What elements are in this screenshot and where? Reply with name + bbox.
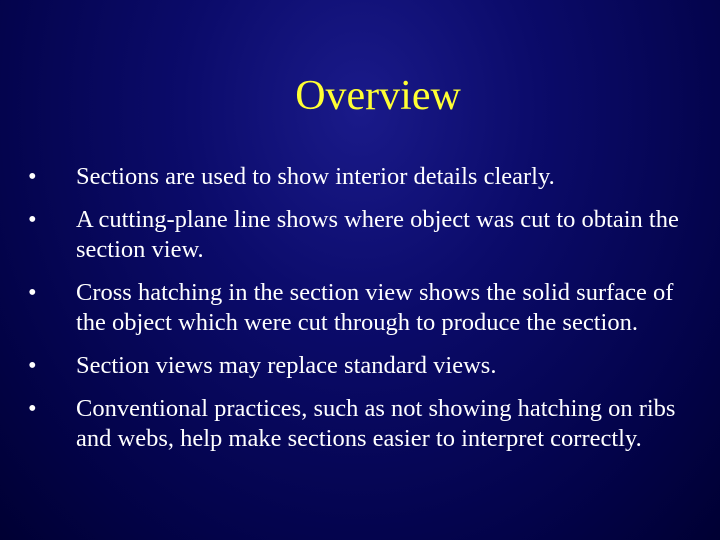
bullet-text: Cross hatching in the section view shows the solid surface of the object which were cut through to produce the section. [76, 279, 674, 336]
bullet-icon: • [28, 206, 37, 233]
bullet-item [26, 394, 706, 454]
bullet-text: Sections are used to show interior details clearly. [76, 163, 555, 190]
bullet-icon: • [28, 163, 37, 190]
bullet-icon: • [28, 352, 37, 379]
bullet-text: A cutting-plane line shows where object was cut to obtain the section view. [76, 206, 679, 263]
bullet-item [26, 351, 706, 381]
slide-title: Overview [295, 73, 461, 119]
bullet-item [26, 162, 706, 192]
bullet-icon: • [28, 395, 37, 422]
bullet-text: Section views may replace standard views. [76, 352, 497, 379]
bullet-icon: • [28, 279, 37, 306]
bullet-item [26, 205, 706, 265]
bullet-text: Conventional practices, such as not showing hatching on ribs and webs, help make sections easier to interpret correctly. [76, 395, 676, 452]
bullet-item [26, 278, 706, 338]
bullet-list [26, 162, 706, 467]
